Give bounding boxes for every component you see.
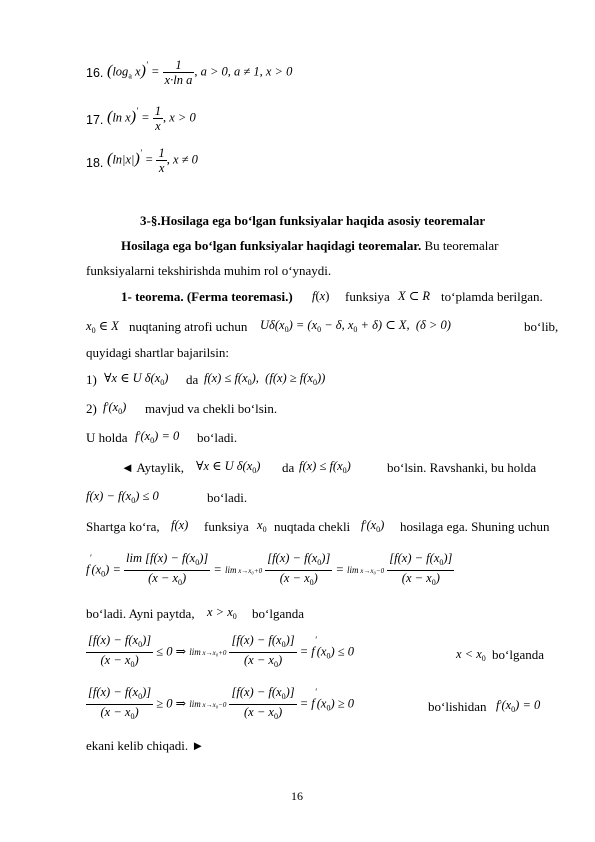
page-number: 16 bbox=[291, 789, 303, 803]
text-bolganda-2: bo‘lganda bbox=[492, 647, 544, 662]
text-funksiya: funksiya bbox=[345, 289, 390, 304]
formula-condition-1a: ∀x ∈ U $\delta(x_0)$ bbox=[104, 371, 169, 387]
text-ekani: ekani kelib chiqadi. ► bbox=[86, 738, 205, 753]
text-condition-2: mavjud va chekli bo‘lsin. bbox=[145, 401, 278, 416]
paragraph-intro-rest: Bu teoremalar bbox=[421, 238, 499, 253]
formula-x0-in-x: $x_0$ ∈ X bbox=[86, 319, 119, 335]
text-toplamda: to‘plamda berilgan. bbox=[441, 289, 543, 304]
text-aytaylik: ◄ Aytaylik, bbox=[121, 460, 184, 475]
formula-x-lt-x0: $x < x_0$ bbox=[456, 647, 486, 663]
formula-aytaylik-b: $f(x) \le f(x_0)$ bbox=[299, 459, 351, 475]
formula-fprime-x0: $f'(x_0)$ bbox=[361, 518, 385, 534]
paragraph-intro-line2: funksiyalarni tekshirishda muhim rol o‘ynaydi. bbox=[86, 263, 332, 278]
formula-fprime-zero-2: $f'(x_0) = 0$ bbox=[496, 698, 541, 714]
text-quyidagi: quyidagi shartlar bajarilsin: bbox=[86, 345, 229, 360]
section-title: 3-§.Hosilaga ega bo‘lgan funksiyalar haqida asosiy teoremalar bbox=[140, 213, 486, 228]
paragraph-intro bbox=[121, 238, 499, 253]
formula-18: (ln|x|)′ = $\frac{1}{x}$ , x ≠ 0 bbox=[107, 146, 198, 175]
text-bolganda-1: bo‘lganda bbox=[252, 606, 304, 621]
text-u-holda: U holda bbox=[86, 430, 128, 445]
formula-17: (ln x)′ = $\frac{1}{x}$ , x > 0 bbox=[107, 104, 196, 133]
formula-x-in-r: X ⊂ R bbox=[398, 289, 430, 303]
text-nuqtada: nuqtada chekli bbox=[274, 519, 351, 534]
text-hosilaga: hosilaga ega. Shuning uchun bbox=[400, 519, 550, 534]
item-18-num: 18. bbox=[86, 156, 104, 170]
formula-fx: f(x) bbox=[312, 289, 330, 303]
text-bolib: bo‘lib, bbox=[524, 319, 559, 334]
formula-fx-2: f(x) bbox=[171, 518, 189, 532]
formula-aytaylik-a: ∀x ∈ U $\delta(x_0)$ bbox=[196, 459, 261, 475]
formula-derivative-limits: $f'(x_0)$ = $\frac{\lim [f(x) - f(x_0)]}{(x - x_0)}$ = lim x→x₀+0 $\frac{[f(x) - f(x_0)]}{(x - x_0)}$ = lim x→x₀−0 $\frac{[f(x) - f(x_0)]}{(x - x_0)}$ bbox=[86, 551, 453, 587]
theorem-title: 1- teorema. (Ferma teoremasi.) bbox=[121, 289, 293, 304]
text-funksiya-2: funksiya bbox=[204, 519, 249, 534]
formula-fprime-zero: $f'(x_0) = 0$ bbox=[135, 429, 180, 445]
text-da-1: da bbox=[186, 372, 199, 387]
paragraph-intro-bold: Hosilaga ega bo‘lgan funksiyalar haqidagi teoremalar. bbox=[121, 238, 422, 253]
text-da-2: da bbox=[282, 460, 295, 475]
formula-condition-2: $f'(x_0)$ bbox=[103, 400, 127, 416]
condition-2-num: 2) bbox=[86, 401, 97, 416]
formula-16: ($\log_a$ x)′ = $\frac{1}{\text{x·ln a}}$ , a > 0, a ≠ 1, x > 0 bbox=[107, 58, 293, 87]
text-boladi-ayni: bo‘ladi. Ayni paytda, bbox=[86, 606, 195, 621]
text-nuqtaning: nuqtaning atrofi uchun bbox=[129, 319, 248, 334]
condition-1-num: 1) bbox=[86, 372, 97, 387]
formula-diff-le-zero: $f(x) - f(x_0) \le 0$ bbox=[86, 489, 159, 505]
item-17-num: 17. bbox=[86, 113, 104, 127]
text-boladi-1: bo‘ladi. bbox=[197, 430, 238, 445]
formula-left-limit: $\frac{[f(x) - f(x_0)]}{(x - x_0)}$ ≥ 0 ⇒ lim x→x₀−0 $\frac{[f(x) - f(x_0)]}{(x - x_0)}$ = $f'(x_0) \ge 0$ bbox=[88, 685, 354, 721]
text-bolishidan: bo‘lishidan bbox=[428, 699, 487, 714]
text-bolsin-ravshanki: bo‘lsin. Ravshanki, bu holda bbox=[387, 460, 537, 475]
formula-right-limit: $\frac{[f(x) - f(x_0)]}{(x - x_0)}$ ≤ 0 ⇒ lim x→x₀+0 $\frac{[f(x) - f(x_0)]}{(x - x_0)}$ = $f'(x_0) \le 0$ bbox=[88, 633, 354, 669]
formula-neighborhood: $U\delta(x_0) = (x_0 - \delta$, $x_0 + \delta$) ⊂ X, (δ > 0) bbox=[260, 318, 451, 334]
text-shartga: Shartga ko‘ra, bbox=[86, 519, 160, 534]
text-boladi-2: bo‘ladi. bbox=[207, 490, 248, 505]
formula-condition-1b: $f(x) \le f(x_0)$, $(f(x) \ge f(x_0))$ bbox=[204, 371, 326, 387]
formula-x-gt-x0: $x > x_0$ bbox=[207, 605, 237, 621]
formula-x0: $x_0$ bbox=[257, 518, 267, 534]
item-16-num: 16. bbox=[86, 66, 104, 80]
